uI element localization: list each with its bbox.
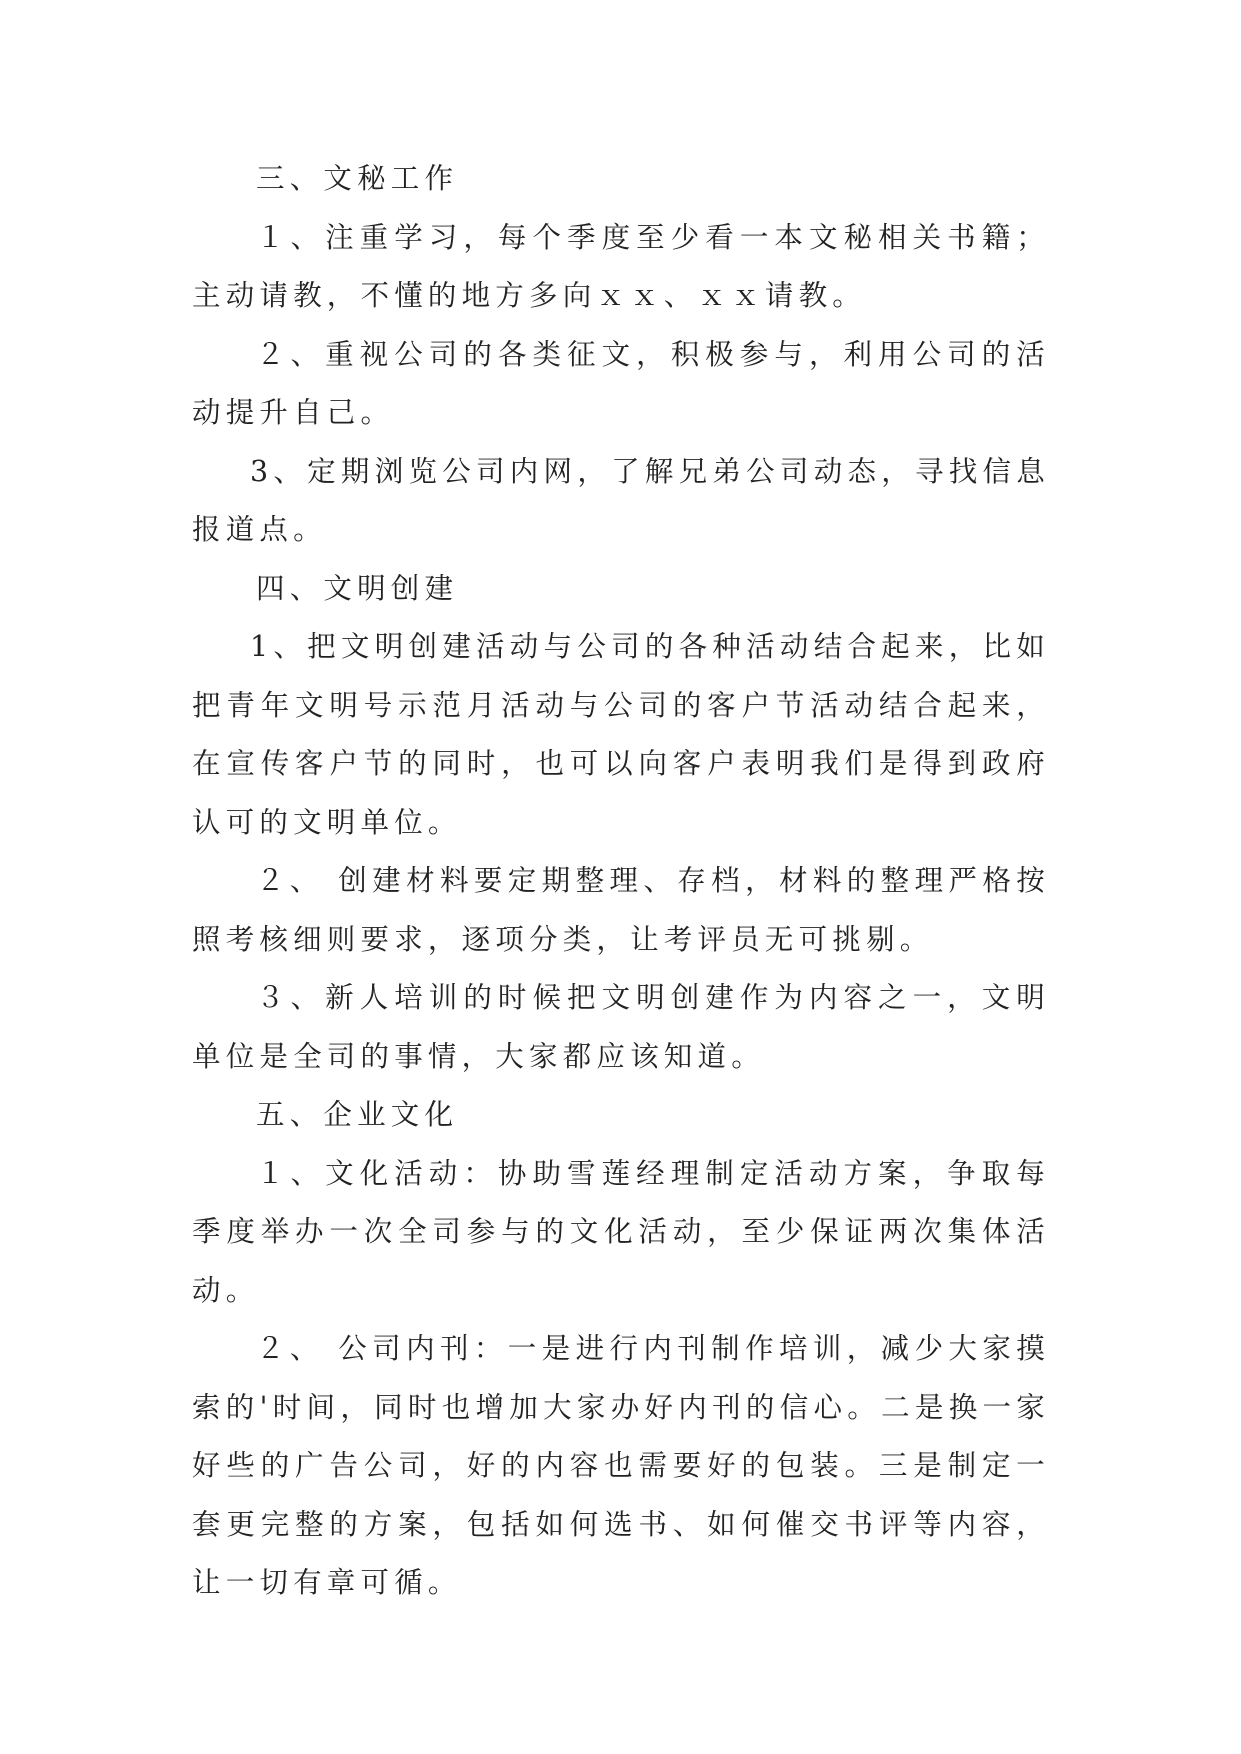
- paragraph-secretarial-3: 3、定期浏览公司内网，了解兄弟公司动态，寻找信息报道点。: [192, 454, 1050, 546]
- paragraph-culture-2: ２、 公司内刊：一是进行内刊制作培训，减少大家摸索的'时间，同时也增加大家办好内刊的信心。二是换一家好些的广告公司，好的内容也需要好的包装。三是制定一套更完整的方案，包括如何选书、如何催交书评等内容，让一切有章可循。: [192, 1332, 1050, 1599]
- paragraph-secretarial-2: ２、重视公司的各类征文，积极参与，利用公司的活动提升自己。: [192, 337, 1050, 429]
- section-heading-civilization: 四、文明创建: [256, 571, 459, 605]
- paragraph-secretarial-1: １、注重学习，每个季度至少看一本文秘相关书籍；主动请教，不懂的地方多向ｘｘ、ｘｘ请教。: [192, 220, 1050, 312]
- paragraph-civilization-3: ３、新人培训的时候把文明创建作为内容之一，文明单位是全司的事情，大家都应该知道。: [192, 981, 1050, 1073]
- section-heading-culture: 五、企业文化: [256, 1098, 459, 1131]
- paragraph-culture-1: １、文化活动：协助雪莲经理制定活动方案，争取每季度举办一次全司参与的文化活动，至少保证两次集体活动。: [192, 1156, 1050, 1307]
- paragraph-civilization-1: 1、把文明创建活动与公司的各种活动结合起来，比如把青年文明号示范月活动与公司的客户节活动结合起来，在宣传客户节的同时，也可以向客户表明我们是得到政府认可的文明单位。: [192, 630, 1050, 839]
- paragraph-civilization-2: ２、 创建材料要定期整理、存档，材料的整理严格按照考核细则要求，逐项分类，让考评员无可挑剔。: [192, 864, 1050, 956]
- section-heading-secretarial: 三、文秘工作: [256, 162, 459, 195]
- document-page: [192, 150, 1050, 1613]
